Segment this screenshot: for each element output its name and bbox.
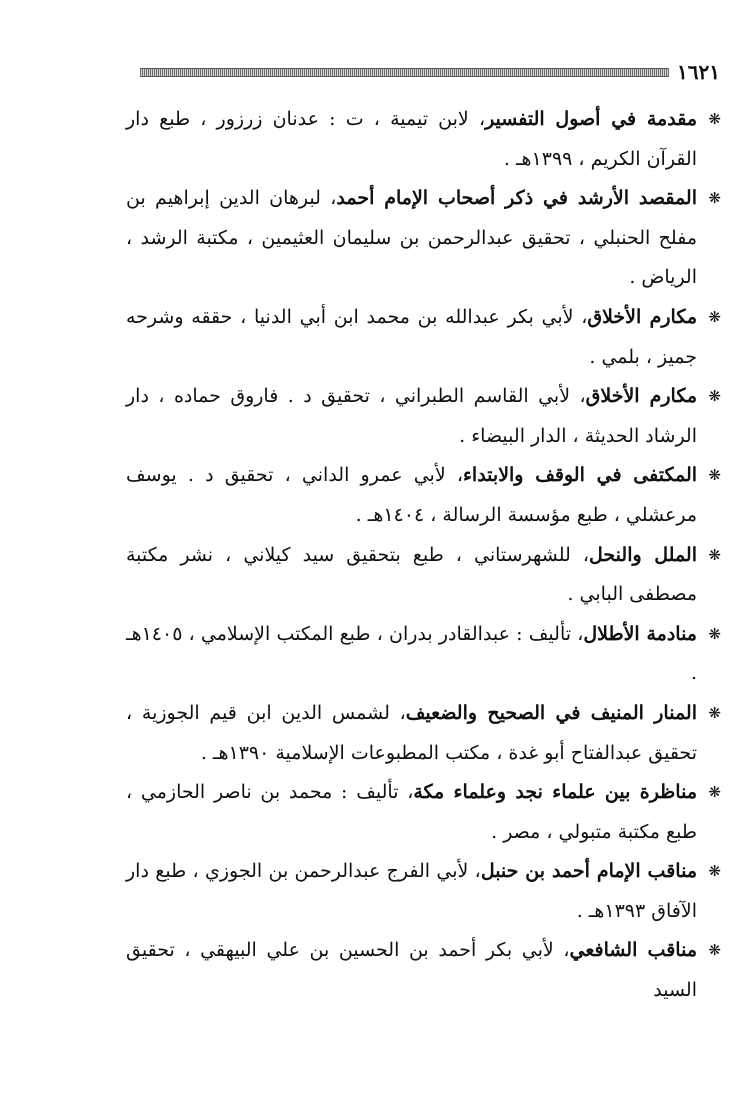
- page-number: ١٦٢١: [677, 60, 720, 84]
- entry-title: مكارم الأخلاق: [587, 305, 697, 328]
- entry-details: ، لأبي القاسم الطبراني ، تحقيق د . فاروق حماده ، دار الرشاد الحديثة ، الدار البيضاء .: [126, 385, 697, 447]
- entry-details: ، لأبي الفرج عبدالرحمن بن الجوزي ، طبع دار الآفاق ١٣٩٣هـ .: [126, 860, 697, 922]
- entry-details: ، لبرهان الدين إبراهيم بن مفلح الحنبلي ، تحقيق عبدالرحمن بن سليمان العثيمين ، مكتبة الرشد ، الرياض .: [126, 187, 697, 289]
- asterisk-bullet-icon: ❋: [708, 387, 721, 406]
- entry-details: ، تأليف : محمد بن ناصر الحازمي ، طبع مكتبة متبولي ، مصر .: [126, 781, 697, 843]
- asterisk-bullet-icon: ❋: [708, 545, 721, 564]
- bibliography-entry: [126, 100, 721, 179]
- entry-title: المقصد الأرشد في ذكر أصحاب الإمام أحمد: [336, 187, 697, 210]
- bibliography-entry: [126, 377, 721, 456]
- asterisk-bullet-icon: ❋: [708, 110, 721, 128]
- asterisk-bullet-icon: ❋: [708, 783, 721, 802]
- entry-title: مناقب الشافعي: [569, 939, 697, 962]
- entry-title: مناقب الإمام أحمد بن حنبل: [480, 860, 697, 883]
- header-rule: [140, 68, 669, 77]
- entry-details: ، لأبي بكر أحمد بن الحسين بن علي البيهقي ، تحقيق السيد: [126, 939, 697, 1002]
- asterisk-bullet-icon: ❋: [708, 703, 721, 722]
- bibliography-entry: [126, 298, 721, 377]
- asterisk-bullet-icon: ❋: [708, 624, 721, 643]
- entry-details: ، لأبي بكر عبدالله بن محمد ابن أبي الدنيا ، حققه وشرحه جميز ، بلمي .: [126, 305, 697, 368]
- entry-title: منادمة الأطلال: [583, 622, 697, 645]
- entry-title: المنار المنيف في الصحيح والضعيف: [405, 701, 697, 724]
- bibliography-entry: [126, 852, 721, 931]
- entry-details: ، لشمس الدين ابن قيم الجوزية ، تحقيق عبدالفتاح أبو غدة ، مكتب المطبوعات الإسلامية ١٣٩٠هـ .: [126, 701, 697, 764]
- entry-details: ، لأبي عمرو الداني ، تحقيق د . يوسف مرعشلي ، طبع مؤسسة الرسالة ، ١٤٠٤هـ .: [126, 464, 697, 526]
- entry-details: ، للشهرستاني ، طبع بتحقيق سيد كيلاني ، نشر مكتبة مصطفى البابي .: [126, 543, 697, 606]
- entry-title: الملل والنحل: [589, 543, 697, 566]
- page-header: [140, 60, 720, 84]
- asterisk-bullet-icon: ❋: [708, 941, 721, 960]
- bibliography-entry: [126, 694, 721, 773]
- entry-details: ، لابن تيمية ، ت : عدنان زرزور ، طبع دار القرآن الكريم ، ١٣٩٩هـ .: [126, 108, 697, 170]
- entry-title: مقدمة في أصول التفسير: [485, 108, 697, 130]
- entry-title: مناظرة بين علماء نجد وعلماء مكة: [413, 781, 697, 804]
- asterisk-bullet-icon: ❋: [708, 189, 721, 208]
- asterisk-bullet-icon: ❋: [708, 307, 721, 326]
- bibliography-entry: [126, 931, 721, 1010]
- bibliography-entry: [126, 456, 721, 535]
- asterisk-bullet-icon: ❋: [708, 466, 721, 485]
- bibliography-list: [126, 100, 721, 1011]
- asterisk-bullet-icon: ❋: [708, 862, 721, 881]
- bibliography-entry: [126, 179, 721, 298]
- bibliography-entry: [126, 773, 721, 852]
- bibliography-entry: [126, 615, 721, 694]
- entry-title: المكتفى في الوقف والابتداء: [462, 464, 698, 487]
- bibliography-entry: [126, 536, 721, 615]
- entry-details: ، تأليف : عبدالقادر بدران ، طبع المكتب الإسلامي ، ١٤٠٥هـ .: [126, 622, 697, 685]
- entry-title: مكارم الأخلاق: [585, 385, 697, 408]
